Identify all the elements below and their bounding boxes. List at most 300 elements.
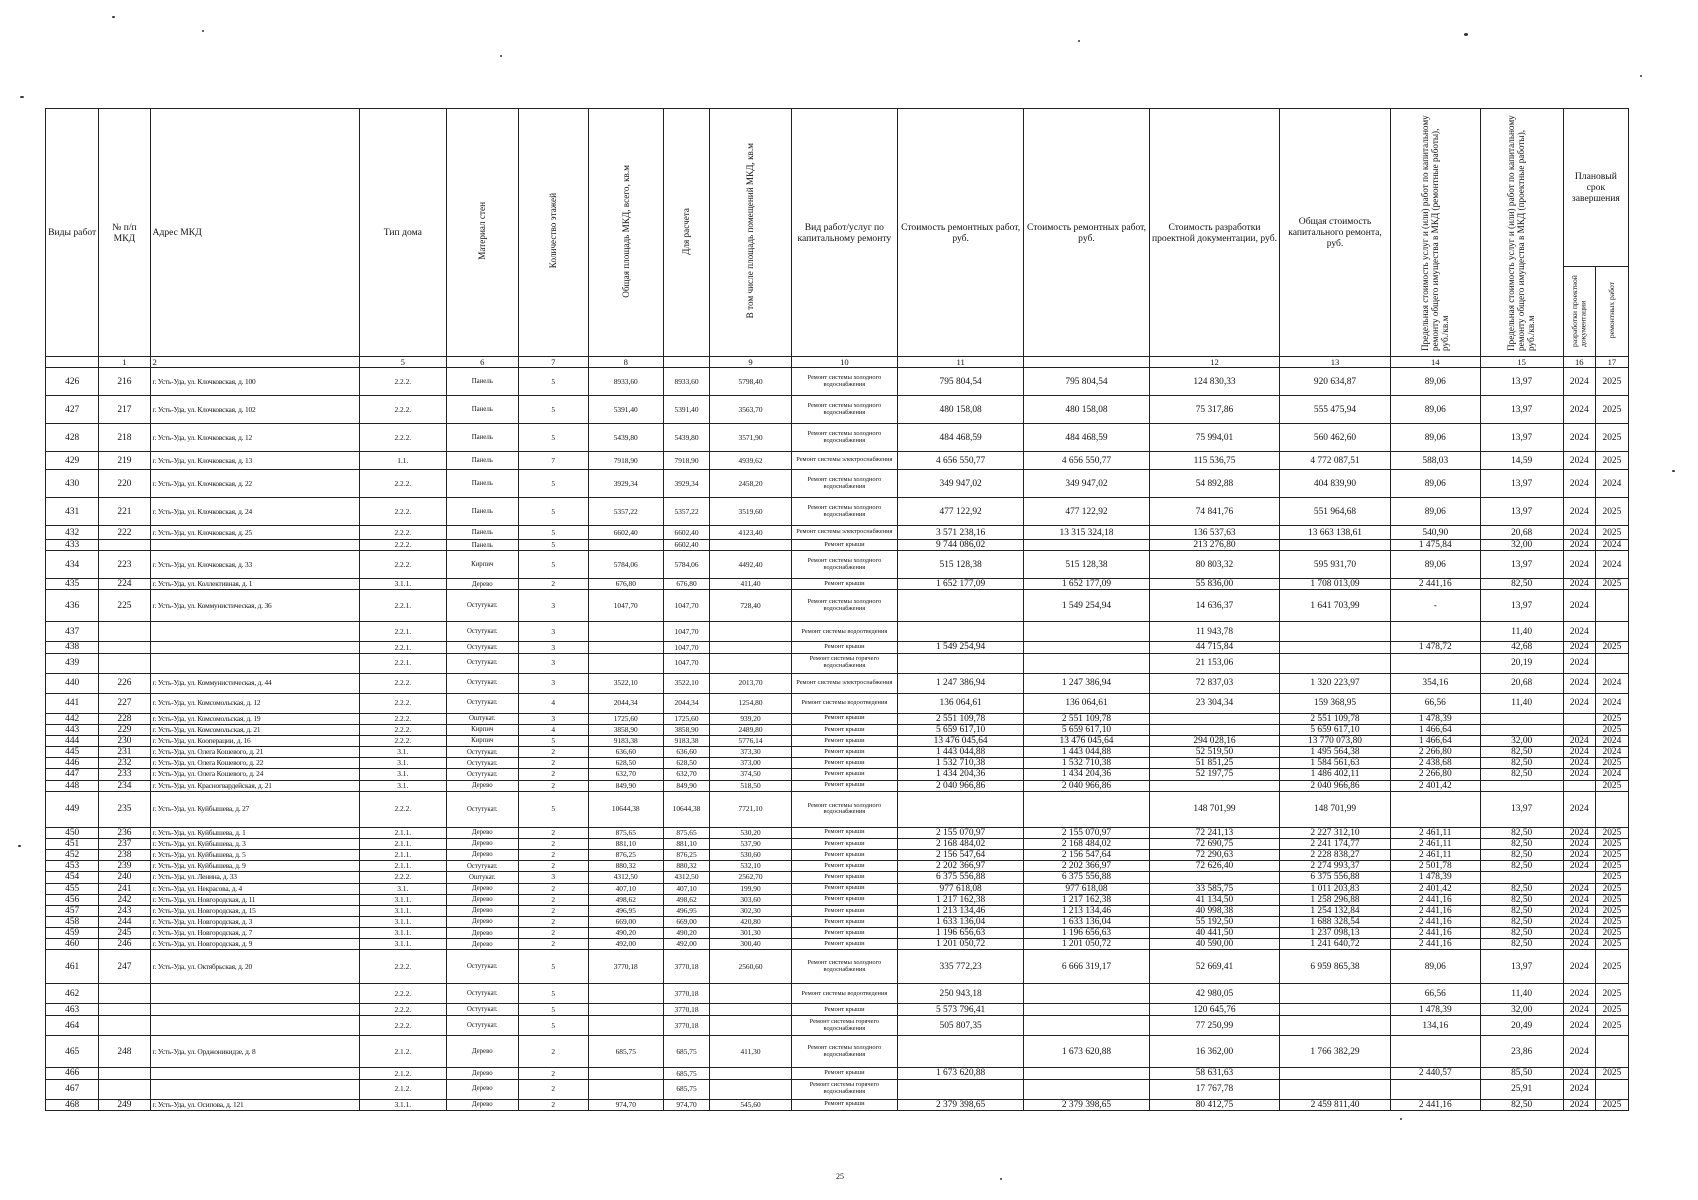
repair-cost-cell: 515 128,38 [898,551,1024,579]
scan-speck [1000,1178,1002,1180]
table-body [46,357,1629,1111]
calc-area-cell: 496,95 [663,905,710,916]
repair-cost-2-cell: 1 434 204,36 [1024,769,1150,780]
design-cost-cell: 75 317,86 [1149,396,1279,424]
work-kind-cell: Ремонт системы горячего водоснабжения [791,653,898,673]
wall-material-cell: Остутукат. [447,758,518,769]
deadline-repair-cell: 2025 [1595,780,1628,791]
calc-area-cell: 876,25 [663,850,710,861]
calc-area-cell: 3929,34 [663,470,710,498]
deadline-design-cell: 2024 [1563,551,1595,579]
deadline-repair-cell: 2024 [1595,551,1628,579]
mkd-number [99,1004,150,1016]
house-type-cell: 2.2.2. [359,540,446,551]
mkd-number: 230 [99,735,150,746]
repair-cost-cell: 349 947,02 [898,470,1024,498]
limit-design-cell: 13,97 [1480,368,1563,396]
design-cost-cell: 124 830,33 [1149,368,1279,396]
calc-area-cell: 1725,60 [663,713,710,724]
total-cost-cell: 2 228 838,27 [1280,850,1391,861]
address-cell: г. Усть-Уда, ул. Новгородская, д. 3 [150,916,359,927]
work-kind-cell: Ремонт системы водоотведения [791,693,898,713]
col-planned-deadline: Плановый срок завершения [1563,109,1628,267]
limit-design-cell: 42,68 [1480,642,1563,653]
house-type-cell: 3.1.1. [359,905,446,916]
limit-design-cell: 82,50 [1480,827,1563,838]
floors-cell: 2 [518,780,588,791]
deadline-repair-cell: 2025 [1595,396,1628,424]
scan-speck [20,96,24,98]
repair-cost-2-cell [1024,1004,1150,1016]
row-number: 457 [46,905,99,916]
repair-cost-2-cell: 477 122,92 [1024,498,1150,526]
deadline-design-cell: 2024 [1563,769,1595,780]
limit-design-cell: 13,97 [1480,950,1563,984]
premises-area-cell: 303,60 [710,894,791,905]
repair-cost-2-cell [1024,642,1150,653]
column-number: 6 [447,357,518,368]
row-number: 456 [46,894,99,905]
column-numbers-row [46,357,1629,368]
deadline-repair-cell: 2025 [1595,724,1628,735]
limit-repair-cell: 1 478,39 [1390,713,1480,724]
mkd-number: 226 [99,673,150,693]
calc-area-cell: 9183,38 [663,735,710,746]
mkd-number: 229 [99,724,150,735]
premises-area-cell: 411,40 [710,579,791,590]
deadline-repair-cell: 2025 [1595,498,1628,526]
repair-cost-2-cell: 977 618,08 [1024,883,1150,894]
wall-material-cell: Панель [447,396,518,424]
total-cost-cell [1280,1068,1391,1079]
repair-cost-2-cell: 2 168 484,02 [1024,838,1150,849]
total-area-cell: 3770,18 [588,950,663,984]
mkd-number: 238 [99,850,150,861]
table-row [46,551,1629,579]
total-area-cell: 849,90 [588,780,663,791]
deadline-repair-cell: 2025 [1595,861,1628,872]
total-area-cell: 496,95 [588,905,663,916]
repair-cost-2-cell: 6 375 556,88 [1024,872,1150,883]
house-type-cell: 2.1.1. [359,838,446,849]
floors-cell: 3 [518,642,588,653]
address-cell [150,622,359,642]
mkd-number: 240 [99,872,150,883]
wall-material-cell: Остутукат. [447,769,518,780]
house-type-cell: 3.1. [359,747,446,758]
floors-cell: 2 [518,769,588,780]
deadline-repair-cell: 2025 [1595,452,1628,470]
scan-speck [1400,1118,1402,1120]
repair-cost-cell: 1 434 204,36 [898,769,1024,780]
address-cell [150,1068,359,1079]
deadline-design-cell: 2024 [1563,950,1595,984]
floors-cell: 3 [518,713,588,724]
total-cost-cell [1280,1079,1391,1099]
row-number: 449 [46,791,99,827]
col-total-cost: Общая стоимость капитального ремонта, руб. [1280,109,1391,357]
table-row [46,1079,1629,1099]
address-cell: г. Усть-Уда, ул. Клочковская, д. 13 [150,452,359,470]
limit-design-cell: 13,97 [1480,470,1563,498]
premises-area-cell: 2013,70 [710,673,791,693]
premises-area-cell [710,642,791,653]
col-mkd-number: № п/п МКД [99,109,150,357]
limit-repair-cell: 89,06 [1390,424,1480,452]
deadline-design-cell: 2024 [1563,396,1595,424]
limit-repair-cell [1390,622,1480,642]
wall-material-cell: Дерево [447,579,518,590]
limit-repair-cell: 2 441,16 [1390,928,1480,939]
mkd-number: 231 [99,747,150,758]
design-cost-cell: 77 250,99 [1149,1016,1279,1036]
design-cost-cell: 58 631,63 [1149,1068,1279,1079]
limit-repair-cell [1390,653,1480,673]
total-cost-cell: 560 462,60 [1280,424,1391,452]
row-number: 432 [46,526,99,540]
floors-cell: 5 [518,735,588,746]
limit-repair-cell: 89,06 [1390,396,1480,424]
work-kind-cell: Ремонт системы горячего водоснабжения [791,1079,898,1099]
house-type-cell: 2.2.2. [359,551,446,579]
total-cost-cell: 1 495 564,38 [1280,747,1391,758]
repair-cost-cell [898,622,1024,642]
total-area-cell: 5784,06 [588,551,663,579]
table-row [46,470,1629,498]
premises-area-cell: 532,10 [710,861,791,872]
house-type-cell: 3.1.1. [359,1099,446,1110]
total-area-cell: 628,50 [588,758,663,769]
row-number: 442 [46,713,99,724]
row-number: 435 [46,579,99,590]
limit-design-cell: 25,91 [1480,1079,1563,1099]
design-cost-cell: 80 412,75 [1149,1099,1279,1110]
work-kind-cell: Ремонт крыши [791,735,898,746]
capital-repair-table [45,108,1629,1111]
limit-repair-cell: 1 466,64 [1390,735,1480,746]
wall-material-cell: Дерево [447,1068,518,1079]
deadline-design-cell: 2024 [1563,791,1595,827]
page-number: 25 [836,1172,844,1181]
work-kind-cell: Ремонт крыши [791,747,898,758]
address-cell: г. Усть-Уда, ул. Клочковская, д. 24 [150,498,359,526]
total-cost-cell [1280,984,1391,1004]
total-area-cell: 2044,34 [588,693,663,713]
repair-cost-cell: 2 379 398,65 [898,1099,1024,1110]
wall-material-cell: Панель [447,526,518,540]
column-number: 12 [1149,357,1279,368]
total-area-cell: 632,70 [588,769,663,780]
work-kind-cell: Ремонт системы электроснабжения [791,452,898,470]
limit-repair-cell: 354,16 [1390,673,1480,693]
work-kind-cell: Ремонт крыши [791,642,898,653]
deadline-repair-cell: 2025 [1595,713,1628,724]
row-number: 465 [46,1036,99,1068]
col-house-type: Тип дома [359,109,446,357]
repair-cost-2-cell [1024,1068,1150,1079]
column-number: 9 [710,357,791,368]
limit-repair-cell [1390,791,1480,827]
address-cell [150,540,359,551]
total-cost-cell: 6 375 556,88 [1280,872,1391,883]
mkd-number: 236 [99,827,150,838]
design-cost-cell: 40 441,50 [1149,928,1279,939]
repair-cost-cell: 795 804,54 [898,368,1024,396]
deadline-repair-cell [1595,791,1628,827]
floors-cell: 5 [518,1016,588,1036]
col-deadline-design: разработки проектной документации [1563,266,1595,357]
limit-design-cell: 13,97 [1480,551,1563,579]
total-area-cell: 875,65 [588,827,663,838]
deadline-design-cell: 2024 [1563,758,1595,769]
work-kind-cell: Ремонт крыши [791,939,898,950]
floors-cell: 2 [518,1068,588,1079]
floors-cell: 2 [518,928,588,939]
wall-material-cell: Дерево [447,905,518,916]
row-number: 433 [46,540,99,551]
limit-repair-cell [1390,1036,1480,1068]
work-kind-cell: Ремонт системы холодного водоснабжения [791,424,898,452]
design-cost-cell: 51 851,25 [1149,758,1279,769]
calc-area-cell: 6602,40 [663,526,710,540]
row-number: 453 [46,861,99,872]
repair-cost-cell: 335 772,23 [898,950,1024,984]
wall-material-cell: Остутукат. [447,653,518,673]
deadline-repair-cell: 2025 [1595,579,1628,590]
house-type-cell: 3.1.1. [359,928,446,939]
calc-area-cell: 5357,22 [663,498,710,526]
repair-cost-cell: 1 532 710,38 [898,758,1024,769]
deadline-design-cell: 2024 [1563,850,1595,861]
house-type-cell: 3.1. [359,883,446,894]
total-cost-cell: 1 254 132,84 [1280,905,1391,916]
premises-area-cell [710,984,791,1004]
total-area-cell: 9183,38 [588,735,663,746]
premises-area-cell [710,1068,791,1079]
row-number: 440 [46,673,99,693]
table-row [46,939,1629,950]
calc-area-cell: 685,75 [663,1036,710,1068]
repair-cost-2-cell: 2 379 398,65 [1024,1099,1150,1110]
row-number: 446 [46,758,99,769]
floors-cell: 2 [518,916,588,927]
table-row [46,883,1629,894]
wall-material-cell: Остутукат. [447,1004,518,1016]
repair-cost-cell [898,791,1024,827]
calc-area-cell: 676,80 [663,579,710,590]
calc-area-cell: 5391,40 [663,396,710,424]
total-cost-cell: 1 766 382,29 [1280,1036,1391,1068]
mkd-number: 246 [99,939,150,950]
house-type-cell: 2.2.2. [359,470,446,498]
wall-material-cell: Дерево [447,838,518,849]
deadline-repair-cell: 2025 [1595,950,1628,984]
col-total-area: Общая площадь МКД, всего, кв.м [588,109,663,357]
deadline-repair-cell: 2025 [1595,905,1628,916]
limit-repair-cell: 2 401,42 [1390,883,1480,894]
premises-area-cell: 373,00 [710,758,791,769]
total-cost-cell: 1 486 402,11 [1280,769,1391,780]
calc-area-cell: 685,75 [663,1068,710,1079]
limit-design-cell: 32,00 [1480,1004,1563,1016]
premises-area-cell: 3563,70 [710,396,791,424]
mkd-number: 243 [99,905,150,916]
design-cost-cell [1149,872,1279,883]
total-area-cell: 498,62 [588,894,663,905]
limit-repair-cell: 89,06 [1390,368,1480,396]
total-cost-cell [1280,642,1391,653]
mkd-number: 219 [99,452,150,470]
repair-cost-2-cell: 1 213 134,46 [1024,905,1150,916]
deadline-repair-cell: 2024 [1595,673,1628,693]
table-row [46,905,1629,916]
work-kind-cell: Ремонт крыши [791,579,898,590]
row-number: 445 [46,747,99,758]
repair-cost-2-cell: 4 656 550,77 [1024,452,1150,470]
premises-area-cell: 939,20 [710,713,791,724]
house-type-cell: 2.2.1. [359,590,446,622]
deadline-repair-cell: 2025 [1595,526,1628,540]
address-cell [150,653,359,673]
limit-repair-cell: 2 266,80 [1390,747,1480,758]
column-number: 11 [898,357,1024,368]
limit-repair-cell: 1 478,39 [1390,872,1480,883]
table-row [46,724,1629,735]
row-number: 436 [46,590,99,622]
mkd-number: 221 [99,498,150,526]
floors-cell: 2 [518,579,588,590]
house-type-cell: 3.1.1. [359,579,446,590]
work-kind-cell: Ремонт системы водоотведения [791,984,898,1004]
floors-cell: 5 [518,791,588,827]
repair-cost-cell: 977 618,08 [898,883,1024,894]
floors-cell: 5 [518,950,588,984]
wall-material-cell: Кирпич [447,551,518,579]
mkd-number [99,984,150,1004]
wall-material-cell: Дерево [447,1079,518,1099]
design-cost-cell: 72 290,63 [1149,850,1279,861]
total-area-cell: 5357,22 [588,498,663,526]
work-kind-cell: Ремонт крыши [791,724,898,735]
wall-material-cell: Остутукат. [447,693,518,713]
wall-material-cell: Дерево [447,827,518,838]
total-cost-cell: 159 368,95 [1280,693,1391,713]
wall-material-cell: Дерево [447,1099,518,1110]
wall-material-cell: Дерево [447,850,518,861]
design-cost-cell: 41 134,50 [1149,894,1279,905]
repair-cost-cell: 1 652 177,09 [898,579,1024,590]
floors-cell: 4 [518,693,588,713]
address-cell: г. Усть-Уда, ул. Клочковская, д. 12 [150,424,359,452]
mkd-number: 237 [99,838,150,849]
total-cost-cell: 13 770 073,80 [1280,735,1391,746]
mkd-number: 249 [99,1099,150,1110]
table-row [46,850,1629,861]
mkd-number: 232 [99,758,150,769]
repair-cost-2-cell: 13 315 324,18 [1024,526,1150,540]
address-cell: г. Усть-Уда, ул. Куйбышева, д. 3 [150,838,359,849]
work-kind-cell: Ремонт крыши [791,928,898,939]
mkd-number: 239 [99,861,150,872]
repair-cost-2-cell: 515 128,38 [1024,551,1150,579]
calc-area-cell: 1047,70 [663,590,710,622]
column-number: 17 [1595,357,1628,368]
deadline-repair-cell: 2025 [1595,424,1628,452]
total-cost-cell: 1 241 640,72 [1280,939,1391,950]
work-kind-cell: Ремонт системы холодного водоснабжения [791,590,898,622]
calc-area-cell: 1047,70 [663,653,710,673]
wall-material-cell: Остутукат. [447,590,518,622]
design-cost-cell: 14 636,37 [1149,590,1279,622]
total-area-cell: 669,00 [588,916,663,927]
total-cost-cell [1280,622,1391,642]
floors-cell: 2 [518,838,588,849]
house-type-cell: 2.2.2. [359,713,446,724]
wall-material-cell: Дерево [447,939,518,950]
column-number [1024,357,1150,368]
house-type-cell: 2.2.1. [359,653,446,673]
wall-material-cell: Дерево [447,780,518,791]
house-type-cell: 2.2.2. [359,984,446,1004]
repair-cost-2-cell: 2 202 366,97 [1024,861,1150,872]
premises-area-cell: 2458,20 [710,470,791,498]
mkd-number: 225 [99,590,150,622]
table-row [46,540,1629,551]
repair-cost-2-cell: 1 633 136,04 [1024,916,1150,927]
row-number: 462 [46,984,99,1004]
limit-design-cell: 82,50 [1480,758,1563,769]
limit-design-cell [1480,780,1563,791]
repair-cost-cell: 1 673 620,88 [898,1068,1024,1079]
design-cost-cell: 23 304,34 [1149,693,1279,713]
total-area-cell [588,622,663,642]
total-cost-cell: 2 551 109,78 [1280,713,1391,724]
calc-area-cell: 3770,18 [663,950,710,984]
wall-material-cell: Оштукат. [447,872,518,883]
repair-cost-cell: 2 040 966,86 [898,780,1024,791]
floors-cell: 2 [518,1036,588,1068]
total-area-cell: 492,00 [588,939,663,950]
deadline-repair-cell [1595,1079,1628,1099]
premises-area-cell: 420,80 [710,916,791,927]
floors-cell: 2 [518,905,588,916]
address-cell: г. Усть-Уда, ул. Новгородская, д. 7 [150,928,359,939]
address-cell: г. Усть-Уда, ул. Олега Кошевого, д. 22 [150,758,359,769]
deadline-design-cell: 2024 [1563,622,1595,642]
deadline-repair-cell: 2025 [1595,1068,1628,1079]
deadline-design-cell: 2024 [1563,470,1595,498]
limit-repair-cell: 1 478,72 [1390,642,1480,653]
mkd-number: 241 [99,883,150,894]
wall-material-cell: Дерево [447,916,518,927]
premises-area-cell: 518,50 [710,780,791,791]
calc-area-cell: 880,32 [663,861,710,872]
repair-cost-2-cell: 795 804,54 [1024,368,1150,396]
table-row [46,827,1629,838]
col-for-calc: Для расчета [663,109,710,357]
mkd-number: 248 [99,1036,150,1068]
row-number: 455 [46,883,99,894]
limit-design-cell: 82,50 [1480,1099,1563,1110]
premises-area-cell: 2562,70 [710,872,791,883]
repair-cost-2-cell [1024,622,1150,642]
repair-cost-2-cell [1024,540,1150,551]
house-type-cell: 3.1.1. [359,939,446,950]
premises-area-cell: 537,90 [710,838,791,849]
repair-cost-2-cell: 1 201 050,72 [1024,939,1150,950]
repair-cost-2-cell: 1 196 656,63 [1024,928,1150,939]
deadline-design-cell: 2024 [1563,1036,1595,1068]
